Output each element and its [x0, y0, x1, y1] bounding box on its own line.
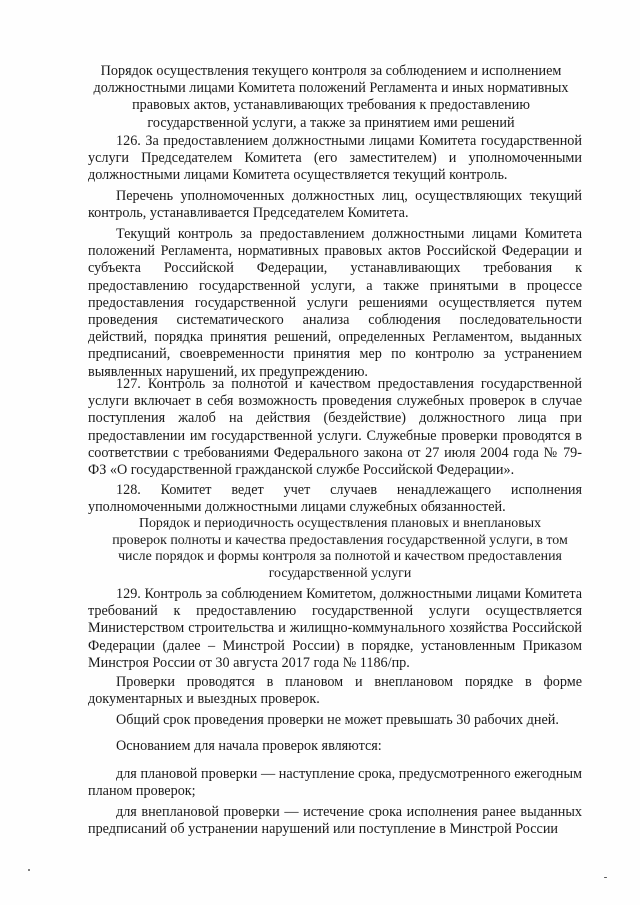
- paragraph-128: 128. Комитет ведет учет случаев ненадлежащего исполнения уполномоченными должностными лицами служебных обязанностей.: [88, 482, 582, 516]
- paragraph-129: 129. Контроль за соблюдением Комитетом, должностными лицами Комитета требований к предоставлению государственной услуги осуществляется Министерством строительства и жилищно-коммунального хозяйства Российской Федерации (далее – Минстрой России) в порядке, установленным Приказом Минстроя России от 30 августа 2017 года № 1186/пр.: [88, 586, 582, 671]
- section-heading-current-control: Порядок осуществления текущего контроля за соблюдением и исполнением должностными лицами Комитета положений Регламента и иных нормативных правовых актов, устанавливающих требования к предоставлению государственной услуги, а также за принятием ими решений: [93, 63, 569, 131]
- section-heading-inspections: Порядок и периодичность осуществления плановых и внеплановых проверок полноты и качества предоставления государственной услуги, в том числе порядок и формы контроля за полнотой и качеством предоставления государственной услуги: [112, 516, 568, 581]
- paragraph-officials-list: Перечень уполномоченных должностных лиц, осуществляющих текущий контроль, устанавливается Председателем Комитета.: [88, 188, 582, 222]
- paragraph-current-control: Текущий контроль за предоставлением должностными лицами Комитета положений Регламента, нормативных правовых актов Российской Федерации и субъекта Российской Федерации, устанавливающих требования к предоставлению государственной услуги, а также принятыми в процессе предоставления государственной услуги решениями осуществляется путем проведения систематического анализа соблюдения последовательности действий, порядка принятия решений, определенных Регламентом, выданных предписаний, своевременности принятия мер по контролю за устранением выявленных нарушений, их предупреждению.: [88, 226, 582, 380]
- paragraph-inspection-duration: Общий срок проведения проверки не может превышать 30 рабочих дней.: [116, 712, 559, 728]
- paragraph-unplanned-inspection: для внеплановой проверки — истечение срока исполнения ранее выданных предписаний об устранении нарушений или поступление в Минстрой России: [88, 804, 582, 838]
- scan-speck: [604, 877, 607, 878]
- paragraph-126: 126. За предоставлением должностными лицами Комитета государственной услуги Председателем Комитета (его заместителем) и уполномоченными должностными лицами Комитета осуществляется текущий контроль.: [88, 133, 582, 184]
- paragraph-127: 127. Контроль за полнотой и качеством предоставления государственной услуги включает в себя возможность проведения служебных проверок в случае поступления жалоб на действия (бездействие) должностного лица при предоставлении им государственной услуги. Служебные проверки проводятся в соответствии с требованиями Федерального закона от 27 июля 2004 года № 79-ФЗ «О государственной гражданской службе Российской Федерации».: [88, 376, 582, 479]
- paragraph-planned-inspection: для плановой проверки — наступление срока, предусмотренного ежегодным планом проверок;: [88, 766, 582, 800]
- scan-speck: [28, 869, 30, 871]
- paragraph-grounds-intro: Основанием для начала проверок являются:: [116, 738, 382, 754]
- paragraph-inspection-forms: Проверки проводятся в плановом и внеплановом порядке в форме документарных и выездных проверок.: [88, 674, 582, 708]
